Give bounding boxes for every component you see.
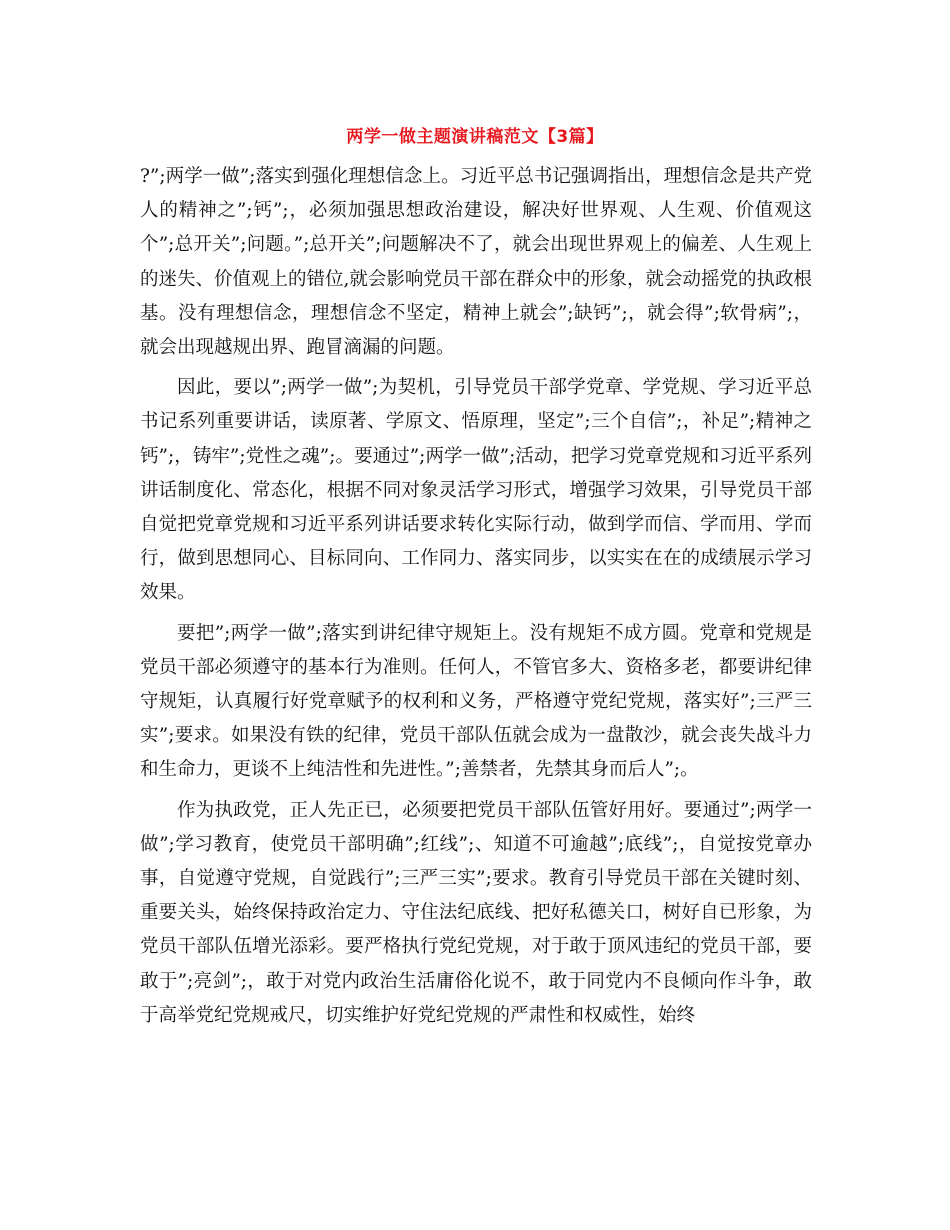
document-title: 两学一做主题演讲稿范文【3篇】 [346, 127, 604, 147]
paragraph: ?”;两学一做”;落实到强化理想信念上。习近平总书记强调指出，理想信念是共产党人的精神之”;钙”;，必须加强思想政治建设，解决好世界观、人生观、价值观这个”;总开关”;问题。”;总开关”;问题解决不了，就会出现世界观上的偏差、人生观上的迷失、价值观上的错位,就会影响党员干部在群众中的形象，就会动摇党的执政根基。没有理想信念，理想信念不坚定，精神上就会”;缺钙”;，就会得”;软骨病”;，就会出现越规出界、跑冒滴漏的问题。 [140, 166, 812, 359]
paragraph: 作为执政党，正人先正已，必须要把党员干部队伍管好用好。要通过”;两学一做”;学习教育，使党员干部明确”;红线”;、知道不可逾越”;底线”;，自觉按党章办事，自觉遵守党规，自觉践行”;三严三实”;要求。教育引导党员干部在关键时刻、重要关头，始终保持政治定力、守住法纪底线、把好私德关口，树好自已形象，为党员干部队伍增光添彩。要严格执行党纪党规，对于敢于顶风违纪的党员干部，要敢于”;亮剑”;，敢于对党内政治生活庸俗化说不，敢于同党内不良倾向作斗争，敢于高举党纪党规戒尺，切实维护好党纪党规的严肃性和权威性，始终 [140, 799, 812, 1026]
document-body [140, 160, 812, 1039]
paragraph: 要把”;两学一做”;落实到讲纪律守规矩上。没有规矩不成方圆。党章和党规是党员干部必须遵守的基本行为准则。任何人，不管官多大、资格多老，都要讲纪律守规矩，认真履行好党章赋予的权利和义务，严格遵守党纪党规，落实好”;三严三实”;要求。如果没有铁的纪律，党员干部队伍就会成为一盘散沙，就会丧失战斗力和生命力，更谈不上纯洁性和先进性。”;善禁者，先禁其身而后人”;。 [140, 622, 812, 781]
paragraph: 因此，要以”;两学一做”;为契机，引导党员干部学党章、学党规、学习近平总书记系列重要讲话，读原著、学原文、悟原理，坚定”;三个自信”;，补足”;精神之钙”;，铸牢”;党性之魂”;。要通过”;两学一做”;活动，把学习党章党规和习近平系列讲话制度化、常态化，根据不同对象灵活学习形式，增强学习效果，引导党员干部自觉把党章党规和习近平系列讲话要求转化实际行动，做到学而信、学而用、学而行，做到思想同心、目标同向、工作同力、落实同步，以实实在在的成绩展示学习效果。 [140, 377, 812, 604]
